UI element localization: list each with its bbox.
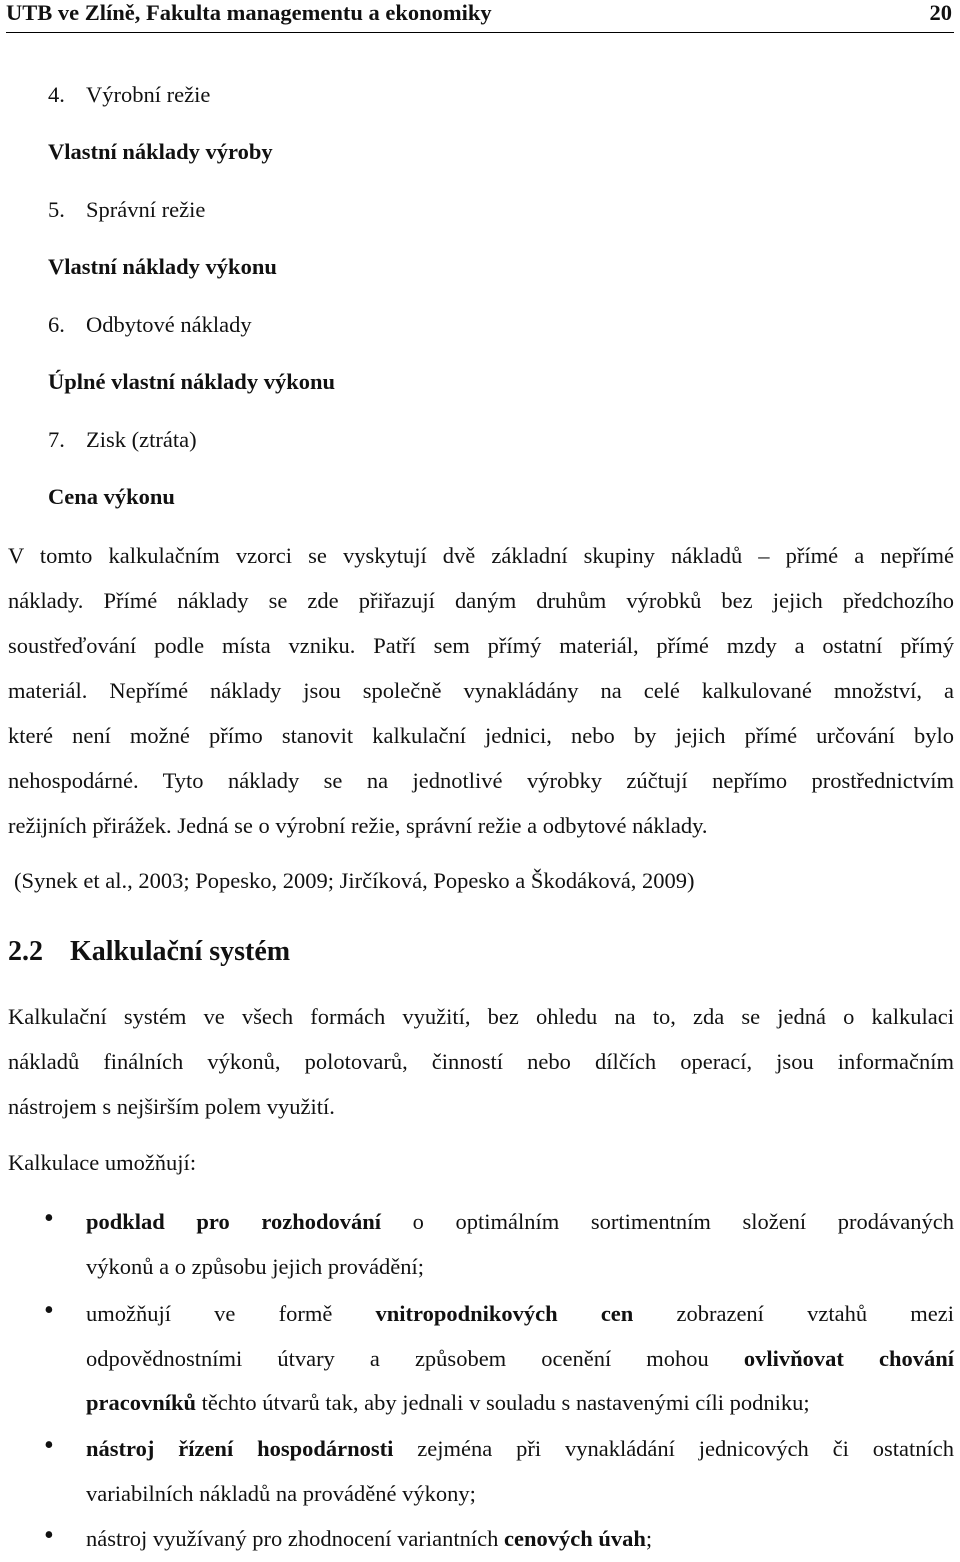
calc-subtotal-production-cost: Vlastní náklady výroby [48,139,273,164]
calc-total-price: Cena výkonu [48,484,175,509]
bullets-intro: Kalkulace umožňují: [8,1150,197,1175]
calc-item-6: 6. Odbytové náklady [48,312,252,337]
citation: (Synek et al., 2003; Popesko, 2009; Jirčíková, Popesko a Škodáková, 2009) [14,868,695,893]
list-item: nástroj využívaný pro zhodnocení variantních cenových úvah; [86,1526,653,1551]
paragraph-calc-system: Kalkulační systém ve všech formách využití, bez ohledu na to, zda se jedná o kalkulaci nákladů finálních výkonů, polotovarů, činností nebo dílčích operací, jsou informačním nástrojem s nejširším polem využití. [8,1004,954,1119]
section-heading: 2.2 Kalkulační systém [8,936,291,967]
calc-subtotal-output-cost: Vlastní náklady výkonu [48,254,277,279]
calc-item-7: 7. Zisk (ztráta) [48,427,197,452]
bullet-icon: • [44,1520,54,1551]
page-number: 20 [929,0,952,25]
bullet-icon: • [44,1295,54,1326]
list-item: umožňují ve formě vnitropodnikových cen zobrazení vztahů mezi odpovědnostními útvary a způsobem ocenění mohou ovlivňovat chování pracovníků těchto útvarů tak, aby jednali v souladu s nastavenými cíli podniku; [86,1301,954,1415]
list-item: podklad pro rozhodování o optimálním sortimentním složení prodávaných výkonů a o způsobu jejich provádění; [86,1209,955,1279]
bullet-icon: • [44,1430,54,1461]
calc-item-5: 5. Správní režie [48,197,206,222]
list-item: nástroj řízení hospodárnosti zejména při vynakládání jednicových či ostatních variabilních nákladů na prováděné výkony; [86,1436,954,1506]
header-title: UTB ve Zlíně, Fakulta managementu a ekonomiky [6,0,492,25]
calc-item-4: 4. Výrobní režie [48,82,211,107]
page-header [6,0,954,33]
bullet-icon: • [44,1203,54,1234]
paragraph-cost-groups: V tomto kalkulačním vzorci se vyskytují dvě základní skupiny nákladů – přímé a nepřímé náklady. Přímé náklady se zde přiřazují daným druhům výrobků bez jejich předchozího soustřeďování podle místa vzniku. Patří sem přímý materiál, přímé mzdy a ostatní přímý materiál. Nepřímé náklady jsou společně vynakládány na celé kalkulované množství, a které není možné přímo stanovit kalkulační jednici, nebo by jejich přímé určování bylo nehospodárné. Tyto náklady se na jednotlivé výrobky zúčtují nepřímo prostřednictvím režijních přirážek. Jedná se o výrobní režie, správní režie a odbytové náklady. [8,543,954,838]
calc-subtotal-full-cost: Úplné vlastní náklady výkonu [48,369,335,394]
